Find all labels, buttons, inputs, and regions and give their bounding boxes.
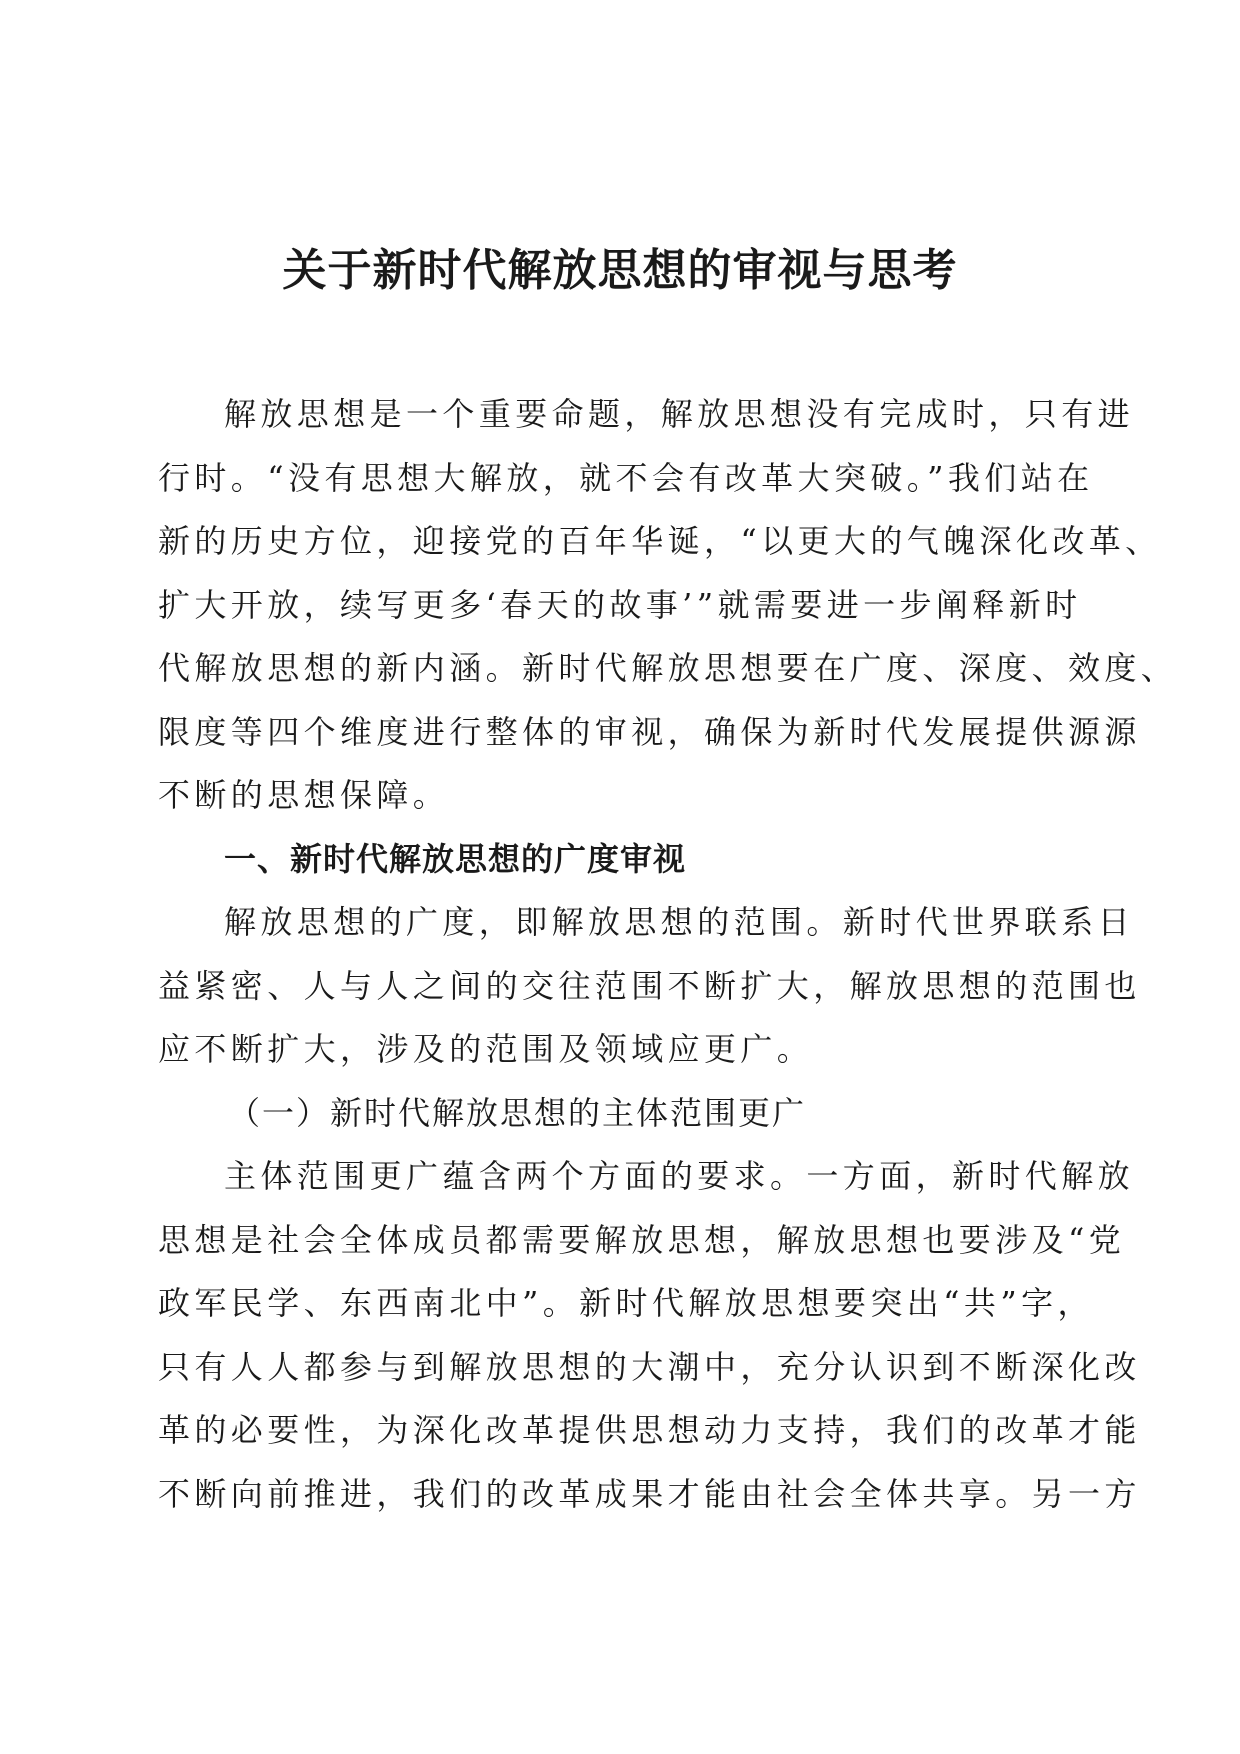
section-heading: 一、新时代解放思想的广度审视 bbox=[224, 839, 687, 878]
paragraph-line: 不断向前推进，我们的改革成果才能由社会全体共享。另一方 bbox=[158, 1474, 1141, 1513]
paragraph-line: 革的必要性，为深化改革提供思想动力支持，我们的改革才能 bbox=[158, 1411, 1141, 1449]
paragraph-line: 思想是社会全体成员都需要解放思想，解放思想也要涉及“党 bbox=[158, 1220, 1126, 1259]
paragraph-line: 主体范围更广蕴含两个方面的要求。一方面，新时代解放 bbox=[224, 1157, 1135, 1195]
document-body bbox=[158, 383, 1178, 1526]
paragraph-line: 益紧密、人与人之间的交往范围不断扩大，解放思想的范围也 bbox=[158, 966, 1141, 1005]
paragraph-line: 应不断扩大，涉及的范围及领域应更广。 bbox=[158, 1030, 814, 1068]
paragraph-line: 限度等四个维度进行整体的审视，确保为新时代发展提供源源 bbox=[158, 712, 1141, 751]
paragraph-line: 解放思想是一个重要命题，解放思想没有完成时，只有进 bbox=[224, 395, 1135, 433]
paragraph-line: 行时。“没有思想大解放，就不会有改革大突破。”我们站在 bbox=[158, 458, 1094, 497]
subsection-heading: （一）新时代解放思想的主体范围更广 bbox=[228, 1093, 807, 1132]
paragraph-line: 扩大开放，续写更多‘春天的故事’”就需要进一步阐释新时 bbox=[158, 585, 1082, 624]
paragraph-line: 代解放思想的新内涵。新时代解放思想要在广度、深度、效度、 bbox=[158, 649, 1178, 687]
document-title: 关于新时代解放思想的审视与思考 bbox=[282, 245, 958, 296]
paragraph-line: 新的历史方位，迎接党的百年华诞，“以更大的气魄深化改革、 bbox=[158, 522, 1162, 560]
paragraph-line: 解放思想的广度，即解放思想的范围。新时代世界联系日 bbox=[224, 903, 1135, 941]
paragraph-line: 只有人人都参与到解放思想的大潮中，充分认识到不断深化改 bbox=[158, 1347, 1141, 1386]
paragraph-line: 不断的思想保障。 bbox=[158, 776, 450, 814]
paragraph-line: 政军民学、东西南北中”。新时代解放思想要突出“共”字， bbox=[158, 1284, 1094, 1322]
